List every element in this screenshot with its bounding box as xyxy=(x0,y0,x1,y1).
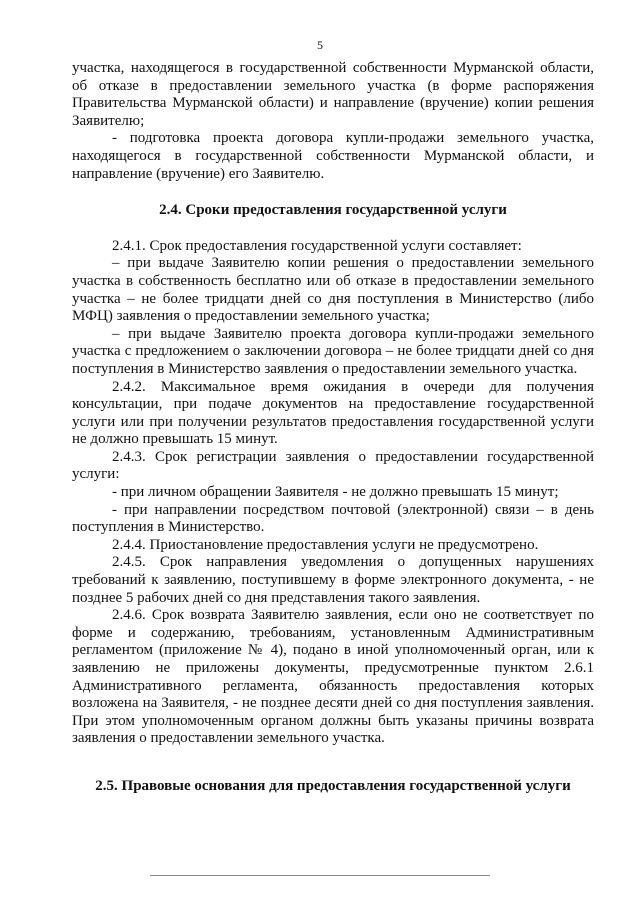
paragraph: – при выдаче Заявителю копии решения о предоставлении земельного участка в собственность бесплатно или об отказе в предоставлении земельного участка – не более тридцати дней со дня поступления в Министерство (либо МФЦ) заявления о предоставлении земельного участка; xyxy=(72,255,594,325)
footer-divider xyxy=(150,875,490,876)
page-number: 5 xyxy=(317,38,323,52)
section-heading-2-4: 2.4. Сроки предоставления государственной услуги xyxy=(159,202,507,219)
paragraph: - подготовка проекта договора купли-продажи земельного участка, находящегося в государственной собственности Мурманской области, и направление (вручение) его Заявителю. xyxy=(72,130,594,182)
paragraph: - при личном обращении Заявителя - не должно превышать 15 минут; xyxy=(112,484,559,501)
section-heading-2-5: 2.5. Правовые основания для предоставления государственной услуги xyxy=(95,777,571,794)
paragraph: 2.4.6. Срок возврата Заявителю заявления, если оно не соответствует по форме и содержанию, требованиям, установленным Административным регламентом (приложение № 4), подано в иной уполномоченный орган, или к заявлению не приложены документы, предусмотренные пунктом 2.6.1 Административного регламента, обязанность предоставления которых возложена на Заявителя, - не позднее десяти дней со дня поступления заявления. При этом уполномоченным органом должны быть указаны причины возврата заявления о предоставлении земельного участка. xyxy=(72,607,594,747)
paragraph: – при выдаче Заявителю проекта договора купли-продажи земельного участка с предложением о заключении договора – не более тридцати дней со дня поступления в Министерство заявления о предоставлении земельного участка. xyxy=(72,325,594,377)
paragraph: - при направлении посредством почтовой (электронной) связи – в день поступления в Министерство. xyxy=(72,501,594,536)
paragraph: участка, находящегося в государственной собственности Мурманской области, об отказе в предоставлении земельного участка (в форме распоряжения Правительства Мурманской области) и направление (вручение) копии решения Заявителю; xyxy=(72,60,594,129)
paragraph: 2.4.3. Срок регистрации заявления о предоставлении государственной услуги: xyxy=(72,448,594,483)
paragraph: 2.4.4. Приостановление предоставления услуги не предусмотрено. xyxy=(112,536,539,553)
paragraph: 2.4.1. Срок предоставления государственной услуги составляет: xyxy=(112,237,522,254)
document-body xyxy=(72,60,594,796)
paragraph: 2.4.5. Срок направления уведомления о допущенных нарушениях требований к заявлению, поступившему в форме электронного документа, - не позднее 5 рабочих дней со дня представления такого заявления. xyxy=(72,554,594,606)
paragraph: 2.4.2. Максимальное время ожидания в очереди для получения консультации, при подаче документов на предоставление государственной услуги или при получении результатов предоставления государственной услуги не должно превышать 15 минут. xyxy=(72,378,594,448)
